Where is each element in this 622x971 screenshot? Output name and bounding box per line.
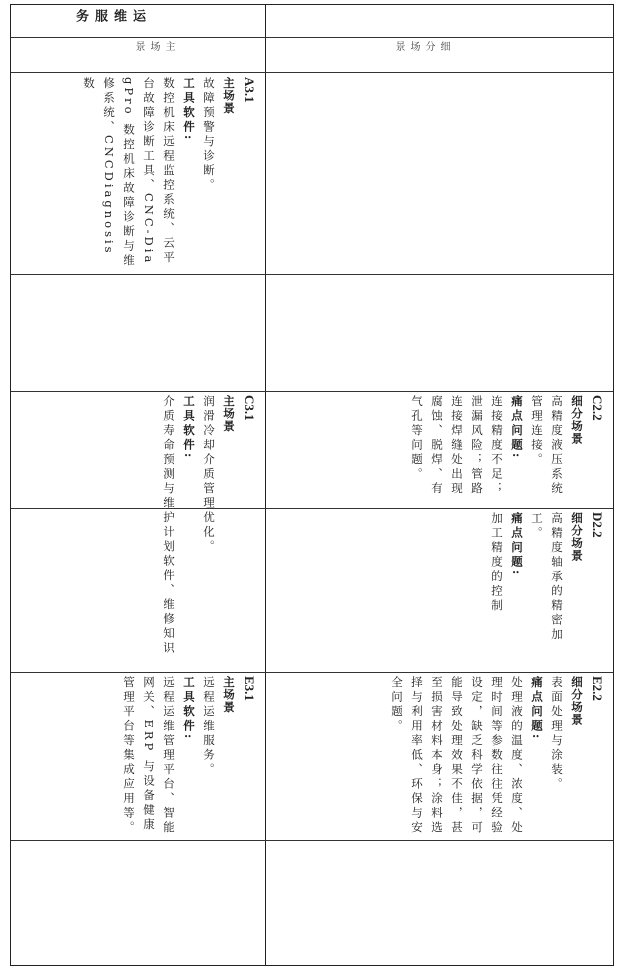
pain-text: 加工精度的控制 [490, 512, 504, 614]
pain-label: 痛点问题: [530, 676, 544, 742]
row-divider [11, 391, 613, 392]
scene-label: 主场景 [222, 395, 236, 433]
code-label: A3.1 [242, 77, 257, 103]
scene-label: 主场景 [222, 77, 236, 115]
scene-text: 故障预警与诊断。 [202, 77, 216, 193]
tools-text: 远程运维管理平台、智能网关、ERP 与设备健康管理平台等集成应用等。 [122, 676, 176, 836]
cell-sub-c22 [273, 395, 607, 505]
tools-text: 介质寿命预测与维护计划软件、维修知识 [162, 395, 176, 656]
pain-text: 连接精度不足；泄漏风险；管路连接焊缝处出现腐蚀、脱焊、有气孔等问题。 [410, 395, 504, 497]
row-divider [11, 274, 613, 275]
pain-label: 痛点问题: [510, 512, 524, 578]
scene-label: 细分场景 [570, 676, 584, 726]
tools-label: 工具软件: [182, 676, 196, 742]
pain-label: 痛点问题: [510, 395, 524, 461]
row-divider [11, 840, 613, 841]
tools-text: 数控机床远程监控系统、云平台故障诊断工具、CNC-DiagPro 数控机床故障诊断与维修系统、CNCDiagnosis 数 [82, 77, 176, 269]
row-divider [11, 672, 613, 673]
pain-text: 处理液的温度、浓度、处理时间等参数往往凭经验设定，缺乏科学依据，可能导致处理效果不佳，甚至损害材料本身；涂料选择与利用率低、环保与安全问题。 [390, 676, 524, 836]
row-divider [11, 72, 613, 73]
scene-text: 远程运维服务。 [202, 676, 216, 778]
tools-label: 工具软件: [182, 77, 196, 143]
scene-text: 高精度轴承的精密加工。 [530, 512, 564, 643]
cell-main-c31 [19, 395, 259, 670]
header-sub-scenario: 细分场景 [393, 41, 449, 77]
cell-main-e31 [19, 676, 259, 838]
code-label: D2.2 [590, 512, 605, 538]
cell-main-a31 [19, 77, 259, 271]
tools-label: 工具软件: [182, 395, 196, 461]
scene-text: 高精度液压系统管理连接。 [530, 395, 564, 497]
header-service: 运维服务 [73, 9, 145, 42]
scenario-table [10, 4, 614, 966]
scene-label: 细分场景 [570, 512, 584, 562]
code-label: E3.1 [242, 676, 257, 701]
column-divider [265, 5, 266, 965]
scene-label: 主场景 [222, 676, 236, 714]
cell-sub-e22 [273, 676, 607, 838]
cell-sub-d22 [273, 512, 607, 670]
code-label: C2.2 [590, 395, 605, 421]
header-main-scenario: 主场景 [133, 41, 174, 77]
scene-text: 表面处理与涂装。 [550, 676, 564, 792]
scene-text: 润滑冷却介质管理优化。 [202, 395, 216, 555]
code-label: E2.2 [590, 676, 605, 701]
code-label: C3.1 [242, 395, 257, 421]
scene-label: 细分场景 [570, 395, 584, 445]
